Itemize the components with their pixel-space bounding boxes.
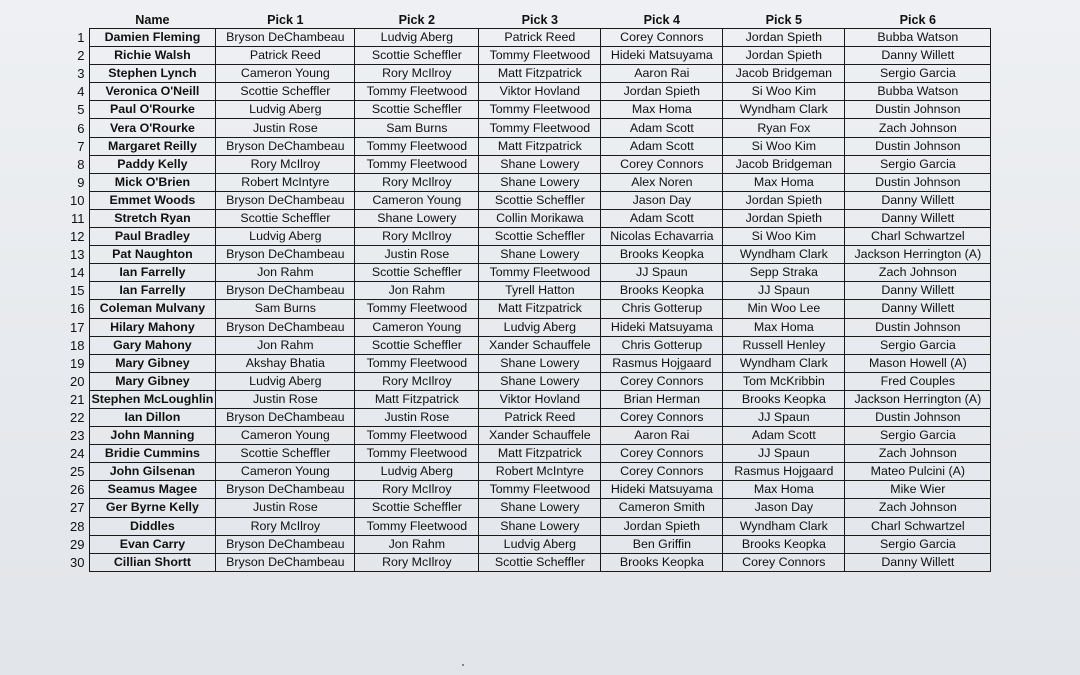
entrant-name: Ian Farrelly: [89, 282, 216, 300]
entrant-name: Damien Fleming: [89, 29, 216, 47]
entrant-name: Mick O'Brien: [89, 173, 216, 191]
pick-4-cell: Jason Day: [601, 191, 723, 209]
pick-3-cell: Patrick Reed: [479, 29, 601, 47]
pick-3-cell: Scottie Scheffler: [479, 553, 601, 571]
pick-6-cell: Zach Johnson: [845, 499, 991, 517]
pick-1-cell: Bryson DeChambeau: [216, 408, 355, 426]
pick-2-cell: Scottie Scheffler: [355, 47, 479, 65]
row-number: 25: [70, 464, 85, 480]
row-number: 14: [70, 265, 85, 281]
pick-2-cell: Rory McIlroy: [355, 228, 479, 246]
table-row: [67, 282, 991, 300]
table-row: [67, 336, 991, 354]
pick-5-cell: Si Woo Kim: [723, 83, 845, 101]
entrant-name: Pat Naughton: [89, 246, 216, 264]
pick-4-cell: Brian Herman: [601, 390, 723, 408]
pick-1-cell: Bryson DeChambeau: [216, 137, 355, 155]
pick-2-cell: Rory McIlroy: [355, 481, 479, 499]
pick-6-cell: Mateo Pulcini (A): [845, 463, 991, 481]
pick-1-cell: Jon Rahm: [216, 264, 355, 282]
pick-5-cell: Min Woo Lee: [723, 300, 845, 318]
row-number: 20: [70, 373, 85, 389]
row-number: 11: [71, 210, 85, 226]
row-number: 30: [70, 554, 85, 570]
pick-6-cell: Bubba Watson: [845, 29, 991, 47]
pick-5-cell: Wyndham Clark: [723, 246, 845, 264]
pick-4-cell: Corey Connors: [601, 445, 723, 463]
table-row: [67, 119, 991, 137]
row-number: 27: [70, 500, 85, 516]
row-number: 21: [70, 391, 85, 407]
pick-4-cell: Nicolas Echavarria: [601, 228, 723, 246]
pick-2-cell: Scottie Scheffler: [355, 264, 479, 282]
pick-2-cell: Rory McIlroy: [355, 372, 479, 390]
entrant-name: Evan Carry: [89, 535, 216, 553]
pick-4-cell: Corey Connors: [601, 372, 723, 390]
pick-2-cell: Tommy Fleetwood: [355, 445, 479, 463]
pick-2-cell: Tommy Fleetwood: [355, 83, 479, 101]
entrant-name: John Gilsenan: [89, 463, 216, 481]
entrant-name: Ger Byrne Kelly: [89, 499, 216, 517]
pick-5-cell: Jordan Spieth: [723, 209, 845, 227]
entrant-name: Paul Bradley: [89, 228, 216, 246]
pick-3-cell: Shane Lowery: [479, 517, 601, 535]
table-row: [67, 553, 991, 571]
row-number: 5: [77, 102, 85, 118]
row-number: 3: [77, 66, 85, 82]
pick-5-cell: Rasmus Hojgaard: [723, 463, 845, 481]
row-number: 13: [70, 247, 85, 263]
pick-5-cell: Brooks Keopka: [723, 390, 845, 408]
pick-6-cell: Charl Schwartzel: [845, 517, 991, 535]
pick-5-cell: JJ Spaun: [723, 408, 845, 426]
entrant-name: Margaret Reilly: [89, 137, 216, 155]
pick-3-cell: Viktor Hovland: [479, 390, 601, 408]
entrant-name: Ian Farrelly: [89, 264, 216, 282]
pick-3-cell: Scottie Scheffler: [479, 228, 601, 246]
entrant-name: Stretch Ryan: [89, 209, 216, 227]
header-row: [67, 11, 991, 29]
pick-1-cell: Bryson DeChambeau: [216, 318, 355, 336]
table-row: [67, 209, 991, 227]
row-number: 24: [70, 446, 85, 462]
pick-3-cell: Matt Fitzpatrick: [479, 300, 601, 318]
table-row: [67, 83, 991, 101]
pick-5-cell: Jacob Bridgeman: [723, 155, 845, 173]
pick-2-cell: Cameron Young: [355, 191, 479, 209]
row-number: 2: [77, 48, 85, 64]
pick-6-cell: Bubba Watson: [845, 83, 991, 101]
row-number: 9: [77, 174, 85, 190]
row-number: 16: [70, 301, 85, 317]
pick-2-cell: Shane Lowery: [355, 209, 479, 227]
entrant-name: Seamus Magee: [89, 481, 216, 499]
pick-5-cell: Brooks Keopka: [723, 535, 845, 553]
row-number: 6: [77, 120, 85, 136]
pick-4-cell: Ben Griffin: [601, 535, 723, 553]
pick-1-cell: Cameron Young: [216, 463, 355, 481]
table-row: [67, 445, 991, 463]
table-row: [67, 191, 991, 209]
pick-4-cell: Cameron Smith: [601, 499, 723, 517]
pick-5-cell: Jacob Bridgeman: [723, 65, 845, 83]
pick-6-cell: Danny Willett: [845, 209, 991, 227]
pick-3-cell: Matt Fitzpatrick: [479, 137, 601, 155]
pick-2-cell: Tommy Fleetwood: [355, 300, 479, 318]
table-row: [67, 173, 991, 191]
pick-4-cell: Corey Connors: [601, 408, 723, 426]
column-header-pick-3: Pick 3: [521, 12, 559, 27]
pick-1-cell: Ludvig Aberg: [216, 101, 355, 119]
pick-3-cell: Ludvig Aberg: [479, 318, 601, 336]
pick-4-cell: Brooks Keopka: [601, 282, 723, 300]
pick-5-cell: Corey Connors: [723, 553, 845, 571]
pick-1-cell: Justin Rose: [216, 119, 355, 137]
pick-4-cell: Aaron Rai: [601, 427, 723, 445]
column-header-pick-5: Pick 5: [765, 12, 803, 27]
pick-4-cell: Corey Connors: [601, 155, 723, 173]
pick-6-cell: Sergio Garcia: [845, 535, 991, 553]
pick-5-cell: Jason Day: [723, 499, 845, 517]
row-number: 7: [77, 138, 85, 154]
column-header-pick-2: Pick 2: [398, 12, 436, 27]
row-number: 26: [70, 482, 85, 498]
pick-5-cell: Adam Scott: [723, 427, 845, 445]
pick-2-cell: Jon Rahm: [355, 282, 479, 300]
pick-3-cell: Tommy Fleetwood: [479, 119, 601, 137]
pick-4-cell: Adam Scott: [601, 137, 723, 155]
entrant-name: Bridie Cummins: [89, 445, 216, 463]
pick-4-cell: Jordan Spieth: [601, 517, 723, 535]
pick-1-cell: Bryson DeChambeau: [216, 535, 355, 553]
table-row: [67, 535, 991, 553]
pick-1-cell: Bryson DeChambeau: [216, 246, 355, 264]
pick-6-cell: Danny Willett: [845, 553, 991, 571]
pick-1-cell: Justin Rose: [216, 499, 355, 517]
pick-1-cell: Rory McIlroy: [216, 517, 355, 535]
row-number: 15: [70, 283, 85, 299]
entrant-name: John Manning: [89, 427, 216, 445]
pick-1-cell: Jon Rahm: [216, 336, 355, 354]
pick-6-cell: Mike Wier: [845, 481, 991, 499]
pick-5-cell: Jordan Spieth: [723, 47, 845, 65]
table-row: [67, 408, 991, 426]
entrant-name: Mary Gibney: [89, 372, 216, 390]
pick-2-cell: Cameron Young: [355, 318, 479, 336]
pick-6-cell: Jackson Herrington (A): [845, 246, 991, 264]
pick-3-cell: Shane Lowery: [479, 354, 601, 372]
column-header-pick-1: Pick 1: [267, 12, 304, 27]
pick-6-cell: Mason Howell (A): [845, 354, 991, 372]
pick-6-cell: Dustin Johnson: [845, 101, 991, 119]
pick-2-cell: Rory McIlroy: [355, 65, 479, 83]
entrant-name: Veronica O'Neill: [89, 83, 216, 101]
table-row: [67, 228, 991, 246]
pick-5-cell: Sepp Straka: [723, 264, 845, 282]
table-row: [67, 246, 991, 264]
pick-5-cell: Wyndham Clark: [723, 101, 845, 119]
pick-1-cell: Scottie Scheffler: [216, 209, 355, 227]
row-number: 28: [70, 518, 85, 534]
table-row: [67, 354, 991, 372]
pick-2-cell: Scottie Scheffler: [355, 499, 479, 517]
pick-3-cell: Robert McIntyre: [479, 463, 601, 481]
pick-5-cell: JJ Spaun: [723, 445, 845, 463]
pick-3-cell: Ludvig Aberg: [479, 535, 601, 553]
pick-6-cell: Zach Johnson: [845, 445, 991, 463]
pick-6-cell: Dustin Johnson: [845, 318, 991, 336]
row-number: 10: [70, 192, 85, 208]
pick-2-cell: Tommy Fleetwood: [355, 517, 479, 535]
pick-3-cell: Shane Lowery: [479, 246, 601, 264]
pick-1-cell: Scottie Scheffler: [216, 83, 355, 101]
row-number: 29: [70, 536, 85, 552]
pick-4-cell: Max Homa: [601, 101, 723, 119]
pick-1-cell: Cameron Young: [216, 427, 355, 445]
pick-6-cell: Charl Schwartzel: [845, 228, 991, 246]
paper-speck: [462, 664, 464, 666]
entrant-name: Diddles: [89, 517, 216, 535]
pick-5-cell: Russell Henley: [723, 336, 845, 354]
pick-3-cell: Collin Morikawa: [479, 209, 601, 227]
entrant-name: Ian Dillon: [89, 408, 216, 426]
pick-5-cell: Max Homa: [723, 318, 845, 336]
pick-4-cell: Jordan Spieth: [601, 83, 723, 101]
pick-1-cell: Robert McIntyre: [216, 173, 355, 191]
entrant-name: Richie Walsh: [89, 47, 216, 65]
pick-6-cell: Dustin Johnson: [845, 173, 991, 191]
pick-6-cell: Dustin Johnson: [845, 137, 991, 155]
pick-2-cell: Rory McIlroy: [355, 173, 479, 191]
pick-4-cell: Hideki Matsuyama: [601, 47, 723, 65]
pick-2-cell: Matt Fitzpatrick: [355, 390, 479, 408]
pick-3-cell: Xander Schauffele: [479, 336, 601, 354]
row-number: 4: [77, 84, 85, 100]
pick-4-cell: Chris Gotterup: [601, 300, 723, 318]
table-body: [67, 29, 991, 572]
pick-6-cell: Jackson Herrington (A): [845, 390, 991, 408]
pick-1-cell: Sam Burns: [216, 300, 355, 318]
pick-5-cell: Wyndham Clark: [723, 517, 845, 535]
row-number: 8: [77, 156, 85, 172]
entrant-name: Stephen McLoughlin: [89, 390, 216, 408]
pick-5-cell: Tom McKribbin: [723, 372, 845, 390]
pick-2-cell: Ludvig Aberg: [355, 463, 479, 481]
pick-6-cell: Danny Willett: [845, 282, 991, 300]
pick-6-cell: Sergio Garcia: [845, 65, 991, 83]
table-row: [67, 155, 991, 173]
pick-2-cell: Tommy Fleetwood: [355, 155, 479, 173]
entrant-name: Vera O'Rourke: [89, 119, 216, 137]
pick-2-cell: Rory McIlroy: [355, 553, 479, 571]
pick-2-cell: Ludvig Aberg: [355, 29, 479, 47]
pick-4-cell: Adam Scott: [601, 209, 723, 227]
table-row: [67, 300, 991, 318]
pick-2-cell: Tommy Fleetwood: [355, 137, 479, 155]
pick-1-cell: Cameron Young: [216, 65, 355, 83]
pick-4-cell: Hideki Matsuyama: [601, 318, 723, 336]
pick-4-cell: Aaron Rai: [601, 65, 723, 83]
table-row: [67, 463, 991, 481]
row-number: 17: [70, 319, 85, 335]
pick-5-cell: Max Homa: [723, 481, 845, 499]
column-header-name: Name: [135, 12, 170, 27]
entrant-name: Cillian Shortt: [89, 553, 216, 571]
pick-2-cell: Scottie Scheffler: [355, 336, 479, 354]
table-row: [67, 390, 991, 408]
pick-1-cell: Bryson DeChambeau: [216, 29, 355, 47]
table-row: [67, 101, 991, 119]
pick-1-cell: Rory McIlroy: [216, 155, 355, 173]
pick-1-cell: Bryson DeChambeau: [216, 191, 355, 209]
pick-2-cell: Tommy Fleetwood: [355, 354, 479, 372]
pick-5-cell: Jordan Spieth: [723, 191, 845, 209]
pick-5-cell: JJ Spaun: [723, 282, 845, 300]
pick-1-cell: Ludvig Aberg: [216, 228, 355, 246]
table-row: [67, 29, 991, 47]
pick-1-cell: Scottie Scheffler: [216, 445, 355, 463]
pick-4-cell: Adam Scott: [601, 119, 723, 137]
pick-3-cell: Matt Fitzpatrick: [479, 445, 601, 463]
pick-3-cell: Tommy Fleetwood: [479, 264, 601, 282]
pick-4-cell: Rasmus Hojgaard: [601, 354, 723, 372]
pick-5-cell: Wyndham Clark: [723, 354, 845, 372]
table-row: [67, 427, 991, 445]
pick-1-cell: Ludvig Aberg: [216, 372, 355, 390]
pick-3-cell: Shane Lowery: [479, 155, 601, 173]
pick-2-cell: Justin Rose: [355, 246, 479, 264]
pick-5-cell: Ryan Fox: [723, 119, 845, 137]
table-row: [67, 517, 991, 535]
pick-1-cell: Bryson DeChambeau: [216, 553, 355, 571]
pick-5-cell: Max Homa: [723, 173, 845, 191]
pick-6-cell: Danny Willett: [845, 47, 991, 65]
row-number: 23: [70, 428, 85, 444]
pick-5-cell: Jordan Spieth: [723, 29, 845, 47]
pick-5-cell: Si Woo Kim: [723, 137, 845, 155]
pick-1-cell: Bryson DeChambeau: [216, 481, 355, 499]
pick-1-cell: Justin Rose: [216, 390, 355, 408]
entrant-name: Gary Mahony: [89, 336, 216, 354]
entrant-name: Coleman Mulvany: [89, 300, 216, 318]
row-number: 1: [77, 30, 85, 46]
pick-1-cell: Patrick Reed: [216, 47, 355, 65]
pick-6-cell: Sergio Garcia: [845, 427, 991, 445]
pick-2-cell: Scottie Scheffler: [355, 101, 479, 119]
pick-6-cell: Fred Couples: [845, 372, 991, 390]
pick-2-cell: Tommy Fleetwood: [355, 427, 479, 445]
pick-6-cell: Dustin Johnson: [845, 408, 991, 426]
pick-3-cell: Tommy Fleetwood: [479, 101, 601, 119]
pick-3-cell: Xander Schauffele: [479, 427, 601, 445]
entrant-name: Hilary Mahony: [89, 318, 216, 336]
picks-table: [67, 11, 991, 572]
table-row: [67, 264, 991, 282]
pick-4-cell: Corey Connors: [601, 29, 723, 47]
entrant-name: Paul O'Rourke: [89, 101, 216, 119]
pick-4-cell: Chris Gotterup: [601, 336, 723, 354]
row-number-header: [67, 11, 89, 29]
pick-6-cell: Danny Willett: [845, 300, 991, 318]
pick-6-cell: Danny Willett: [845, 191, 991, 209]
entrant-name: Paddy Kelly: [89, 155, 216, 173]
table-row: [67, 372, 991, 390]
pick-3-cell: Tommy Fleetwood: [479, 481, 601, 499]
entrant-name: Stephen Lynch: [89, 65, 216, 83]
pick-2-cell: Jon Rahm: [355, 535, 479, 553]
pick-6-cell: Sergio Garcia: [845, 336, 991, 354]
pick-6-cell: Zach Johnson: [845, 264, 991, 282]
pick-4-cell: Corey Connors: [601, 463, 723, 481]
pick-3-cell: Tyrell Hatton: [479, 282, 601, 300]
pick-3-cell: Shane Lowery: [479, 173, 601, 191]
entrant-name: Mary Gibney: [89, 354, 216, 372]
pick-4-cell: JJ Spaun: [601, 264, 723, 282]
table-row: [67, 65, 991, 83]
pick-6-cell: Sergio Garcia: [845, 155, 991, 173]
pick-1-cell: Bryson DeChambeau: [216, 282, 355, 300]
pick-3-cell: Shane Lowery: [479, 499, 601, 517]
pick-4-cell: Hideki Matsuyama: [601, 481, 723, 499]
pick-3-cell: Shane Lowery: [479, 372, 601, 390]
row-number: 12: [70, 229, 85, 245]
table-row: [67, 318, 991, 336]
pick-3-cell: Tommy Fleetwood: [479, 47, 601, 65]
column-header-pick-6: Pick 6: [899, 12, 937, 27]
column-header-pick-4: Pick 4: [643, 12, 681, 27]
table-row: [67, 47, 991, 65]
pick-2-cell: Sam Burns: [355, 119, 479, 137]
pick-3-cell: Matt Fitzpatrick: [479, 65, 601, 83]
row-number: 22: [70, 410, 85, 426]
pick-1-cell: Akshay Bhatia: [216, 354, 355, 372]
pick-4-cell: Brooks Keopka: [601, 553, 723, 571]
pick-3-cell: Viktor Hovland: [479, 83, 601, 101]
pick-3-cell: Scottie Scheffler: [479, 191, 601, 209]
pick-2-cell: Justin Rose: [355, 408, 479, 426]
pick-3-cell: Patrick Reed: [479, 408, 601, 426]
table-row: [67, 137, 991, 155]
pick-6-cell: Zach Johnson: [845, 119, 991, 137]
table-row: [67, 481, 991, 499]
entrant-name: Emmet Woods: [89, 191, 216, 209]
row-number: 18: [70, 337, 85, 353]
row-number: 19: [70, 355, 85, 371]
pick-4-cell: Brooks Keopka: [601, 246, 723, 264]
table-row: [67, 499, 991, 517]
pick-5-cell: Si Woo Kim: [723, 228, 845, 246]
pick-4-cell: Alex Noren: [601, 173, 723, 191]
